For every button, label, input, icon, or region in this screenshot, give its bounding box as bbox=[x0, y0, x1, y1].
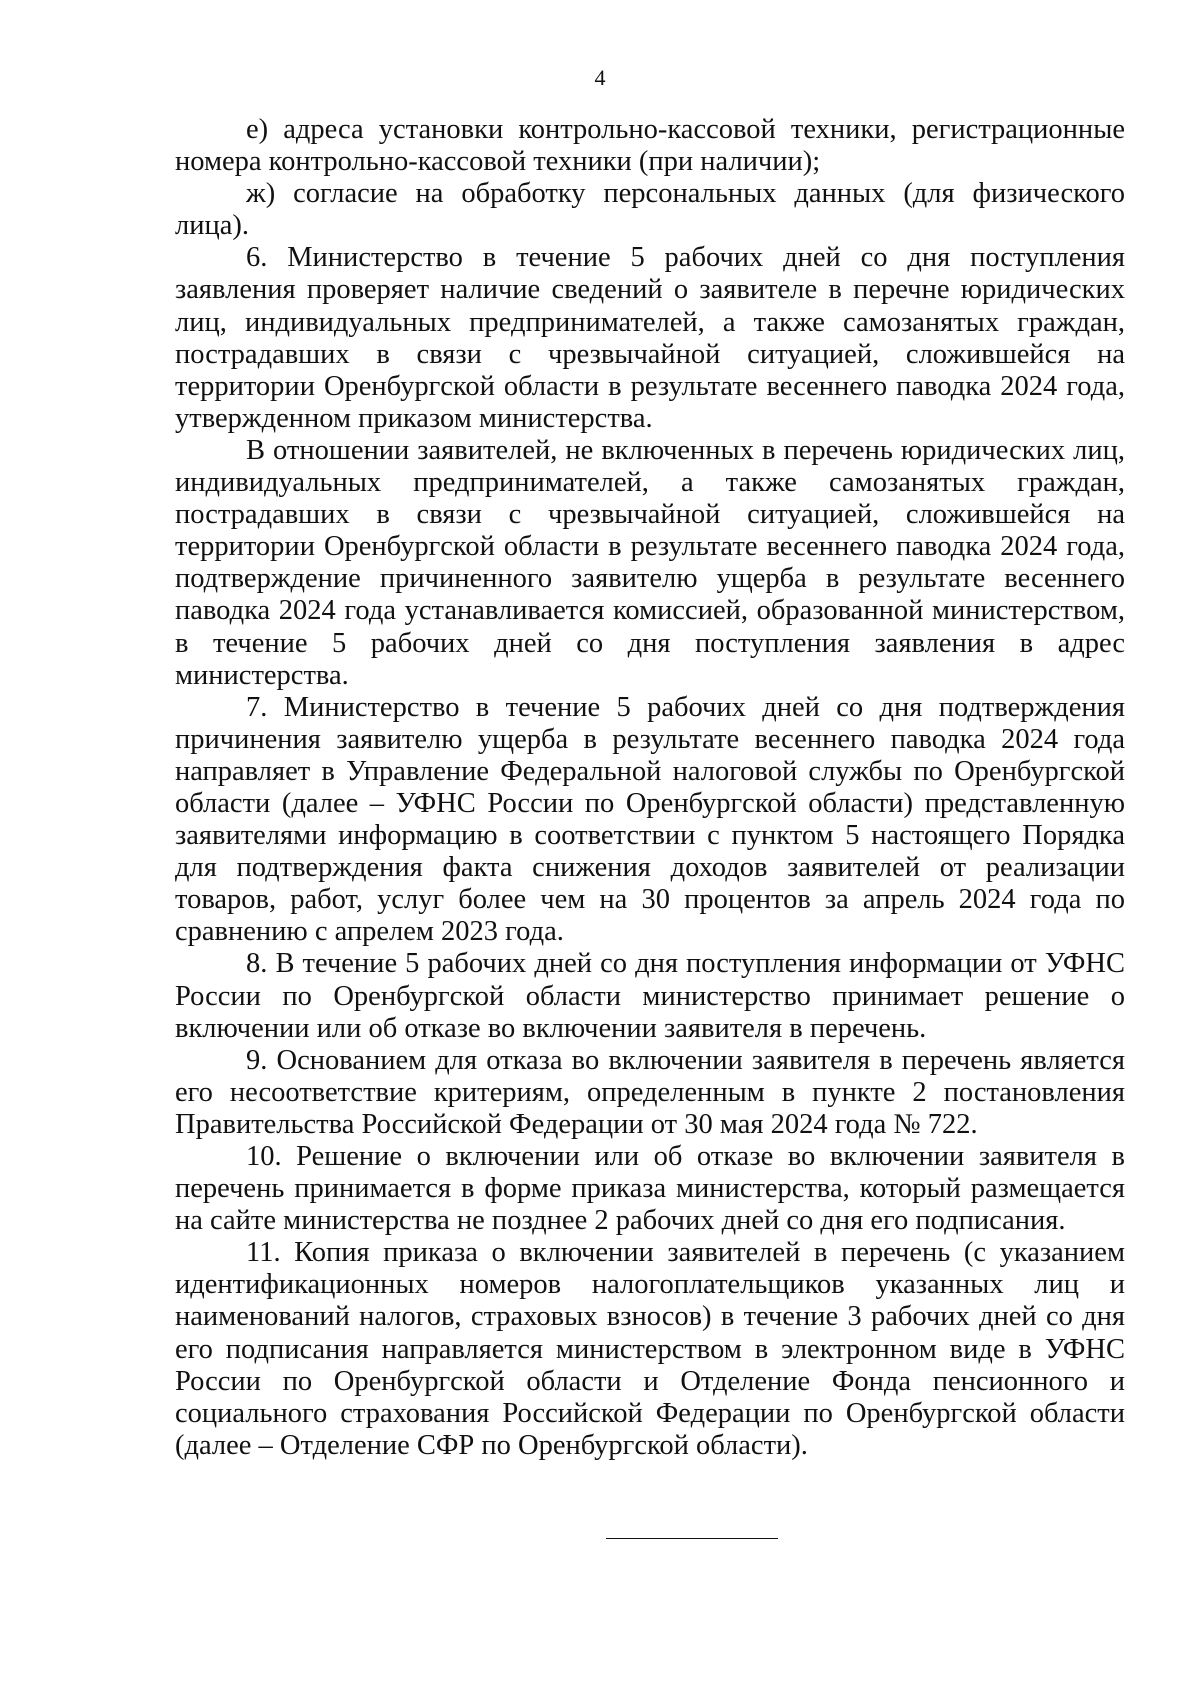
paragraph-clause-6-continued: В отношении заявителей, не включенных в перечень юридических лиц, индивидуальных предпринимателей, а также самозанятых граждан, пострадавших в связи с чрезвычайной ситуацией, сложившейся на территории Оренбургской области в результате весеннего паводка 2024 года, подтверждение причиненного заявителю ущерба в результате весеннего паводка 2024 года устанавливается комиссией, образованной министерством, в течение 5 рабочих дней со дня поступления заявления в адрес министерства. bbox=[175, 434, 1125, 691]
document-body bbox=[175, 114, 1125, 1462]
paragraph-item-e: е) адреса установки контрольно-кассовой техники, регистрационные номера контрольно-кассовой техники (при наличии); bbox=[175, 114, 1125, 178]
paragraph-clause-7: 7. Министерство в течение 5 рабочих дней со дня подтверждения причинения заявителю ущерба в результате весеннего паводка 2024 года направляет в Управление Федеральной налоговой службы по Оренбургской области (далее – УФНС России по Оренбургской области) представленную заявителями информацию в соответствии с пунктом 5 настоящего Порядка для подтверждения факта снижения доходов заявителей от реализации товаров, работ, услуг более чем на 30 процентов за апрель 2024 года по сравнению с апрелем 2023 года. bbox=[175, 691, 1125, 948]
end-of-text-divider bbox=[606, 1538, 778, 1539]
paragraph-clause-10: 10. Решение о включении или об отказе во включении заявителя в перечень принимается в форме приказа министерства, который размещается на сайте министерства не позднее 2 рабочих дней со дня его подписания. bbox=[175, 1141, 1125, 1237]
page-number: 4 bbox=[594, 65, 606, 90]
paragraph-clause-9: 9. Основанием для отказа во включении заявителя в перечень является его несоответствие критериям, определенным в пункте 2 постановления Правительства Российской Федерации от 30 мая 2024 года № 722. bbox=[175, 1044, 1125, 1140]
paragraph-clause-8: 8. В течение 5 рабочих дней со дня поступления информации от УФНС России по Оренбургской области министерство принимает решение о включении или об отказе во включении заявителя в перечень. bbox=[175, 948, 1125, 1044]
paragraph-clause-6: 6. Министерство в течение 5 рабочих дней со дня поступления заявления проверяет наличие сведений о заявителе в перечне юридических лиц, индивидуальных предпринимателей, а также самозанятых граждан, пострадавших в связи с чрезвычайной ситуацией, сложившейся на территории Оренбургской области в результате весеннего паводка 2024 года, утвержденном приказом министерства. bbox=[175, 242, 1125, 434]
paragraph-clause-11: 11. Копия приказа о включении заявителей в перечень (с указанием идентификационных номеров налогоплательщиков указанных лиц и наименований налогов, страховых взносов) в течение 3 рабочих дней со дня его подписания направляется министерством в электронном виде в УФНС России по Оренбургской области и Отделение Фонда пенсионного и социального страхования Российской Федерации по Оренбургской области (далее – Отделение СФР по Оренбургской области). bbox=[175, 1237, 1125, 1461]
paragraph-item-zh: ж) согласие на обработку персональных данных (для физического лица). bbox=[175, 178, 1125, 242]
